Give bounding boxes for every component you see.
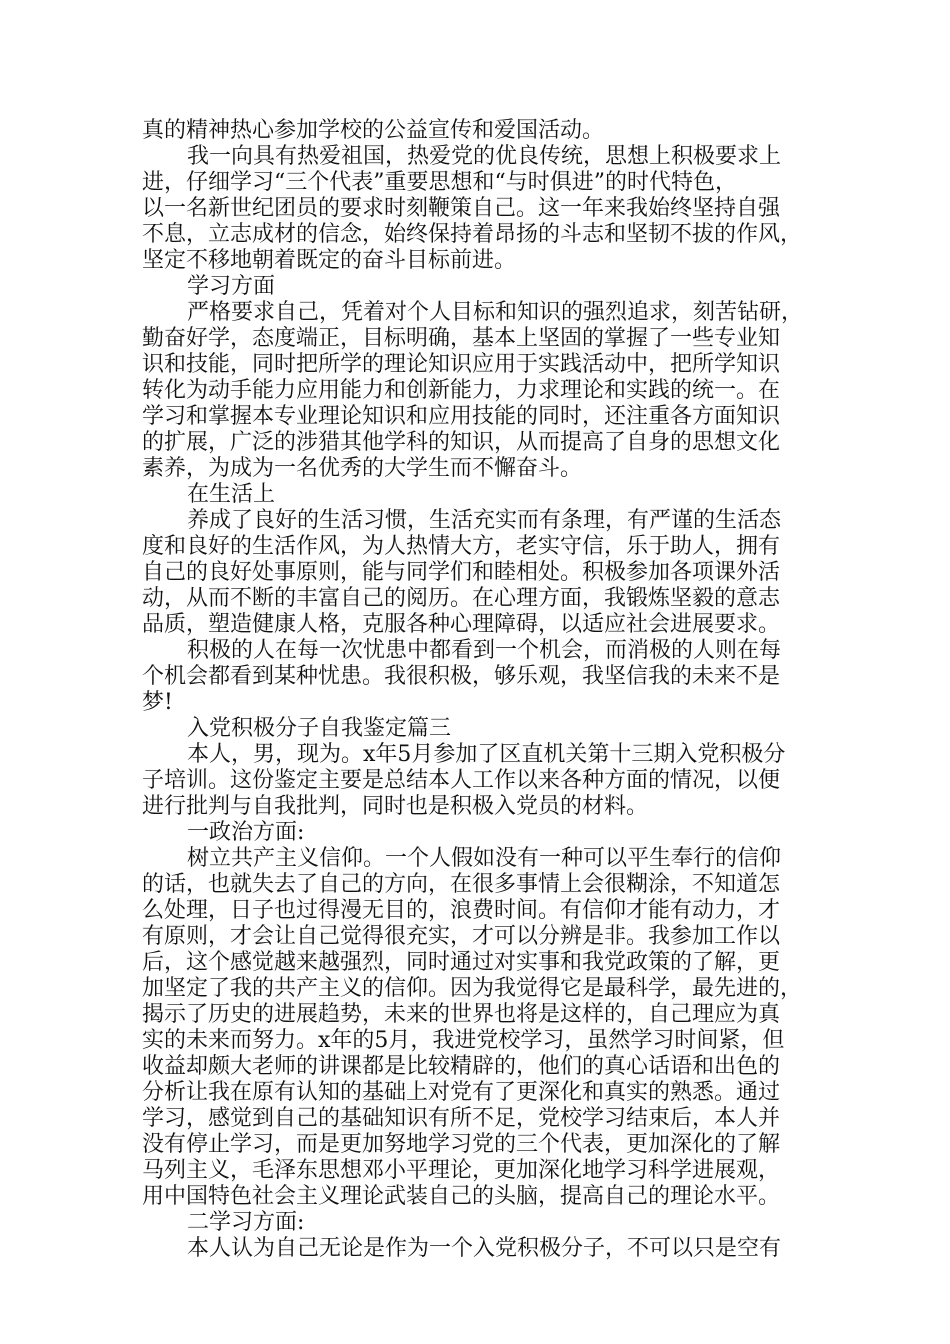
text-line: 一政治方面: (187, 820, 305, 845)
text-line: 揭示了历史的进展趋势，未来的世界也将是这样的，自己理应为真 (142, 1002, 781, 1027)
text-line: 严格要求自己，凭着对个人目标和知识的强烈追求，刻苦钻研， (187, 300, 804, 325)
text-line: 转化为动手能力应用能力和创新能力，力求理论和实践的统一。在 (142, 378, 781, 403)
document-body (142, 118, 810, 1262)
text-line: 进行批判与自我批判，同时也是积极入党员的材料。 (142, 794, 649, 819)
text-line: 加坚定了我的共产主义的信仰。因为我觉得它是最科学，最先进的， (142, 976, 803, 1001)
text-line: 用中国特色社会主义理论武装自己的头脑，提高自己的理论水平。 (142, 1184, 781, 1209)
text-line: 度和良好的生活作风，为人热情大方，老实守信，乐于助人，拥有 (142, 534, 781, 559)
text-line: 学习和掌握本专业理论知识和应用技能的同时，还注重各方面知识 (142, 404, 781, 429)
text-line: 马列主义，毛泽东思想邓小平理论，更加深化地学习科学进展观， (142, 1158, 781, 1183)
text-line: 有原则，才会让自己觉得很充实，才可以分辨是非。我参加工作以 (142, 924, 781, 949)
text-line: 没有停止学习，而是更加努地学习党的三个代表，更加深化的了解 (142, 1132, 781, 1157)
text-line: 树立共产主义信仰。一个人假如没有一种可以平生奉行的信仰 (187, 846, 782, 871)
text-line: 梦! (142, 690, 173, 715)
text-line: 以一名新世纪团员的要求时刻鞭策自己。这一年来我始终坚持自强 (142, 196, 781, 221)
text-line: 勤奋好学，态度端正，目标明确，基本上坚固的掌握了一些专业知 (142, 326, 781, 351)
document-page (142, 118, 810, 1262)
text-line: 本人认为自己无论是作为一个入党积极分子，不可以只是空有 (187, 1236, 782, 1261)
text-line: 自己的良好处事原则，能与同学们和睦相处。积极参加各项课外活 (142, 560, 781, 585)
text-line: 积极的人在每一次忧患中都看到一个机会，而消极的人则在每 (187, 638, 782, 663)
text-line: 实的未来而努力。x年的5月，我进党校学习，虽然学习时间紧，但 (142, 1028, 785, 1053)
text-line: 子培训。这份鉴定主要是总结本人工作以来各种方面的情况，以便 (142, 768, 781, 793)
text-line: 分析让我在原有认知的基础上对党有了更深化和真实的熟悉。通过 (142, 1080, 781, 1105)
text-line: 么处理，日子也过得漫无目的，浪费时间。有信仰才能有动力，才 (142, 898, 781, 923)
text-line: 养成了良好的生活习惯，生活充实而有条理，有严谨的生活态 (187, 508, 782, 533)
text-line: 的扩展，广泛的涉猎其他学科的知识，从而提高了自身的思想文化 (142, 430, 781, 455)
text-line: 动，从而不断的丰富自己的阅历。在心理方面，我锻炼坚毅的意志 (142, 586, 781, 611)
text-line: 学习方面 (187, 274, 276, 299)
text-line: 的话，也就失去了自己的方向，在很多事情上会很糊涂，不知道怎 (142, 872, 781, 897)
text-line: 入党积极分子自我鉴定篇三 (187, 716, 452, 741)
text-line: 真的精神热心参加学校的公益宣传和爱国活动。 (142, 118, 605, 143)
text-line: 收益却颇大老师的讲课都是比较精辟的，他们的真心话语和出色的 (142, 1054, 781, 1079)
text-line: 我一向具有热爱祖国，热爱党的优良传统，思想上积极要求上 (187, 144, 782, 169)
text-line: 在生活上 (187, 482, 276, 507)
text-line: 素养，为成为一名优秀的大学生而不懈奋斗。 (142, 456, 583, 481)
text-line: 本人，男，现为。x年5月参加了区直机关第十三期入党积极分 (187, 742, 786, 767)
text-line: 学习，感觉到自己的基础知识有所不足，党校学习结束后，本人并 (142, 1106, 781, 1131)
text-line: 不息，立志成材的信念，始终保持着昂扬的斗志和坚韧不拔的作风， (142, 222, 803, 247)
text-line: 后，这个感觉越来越强烈，同时通过对实事和我党政策的了解，更 (142, 950, 781, 975)
text-line: 二学习方面: (187, 1210, 305, 1235)
text-line: 品质，塑造健康人格，克服各种心理障碍，以适应社会进展要求。 (142, 612, 781, 637)
text-line: 进，仔细学习“三个代表”重要思想和“与时俱进”的时代特色， (142, 170, 737, 195)
text-line: 坚定不移地朝着既定的奋斗目标前进。 (142, 248, 517, 273)
text-line: 识和技能，同时把所学的理论知识应用于实践活动中，把所学知识 (142, 352, 781, 377)
text-line: 个机会都看到某种忧患。我很积极，够乐观，我坚信我的未来不是 (142, 664, 781, 689)
